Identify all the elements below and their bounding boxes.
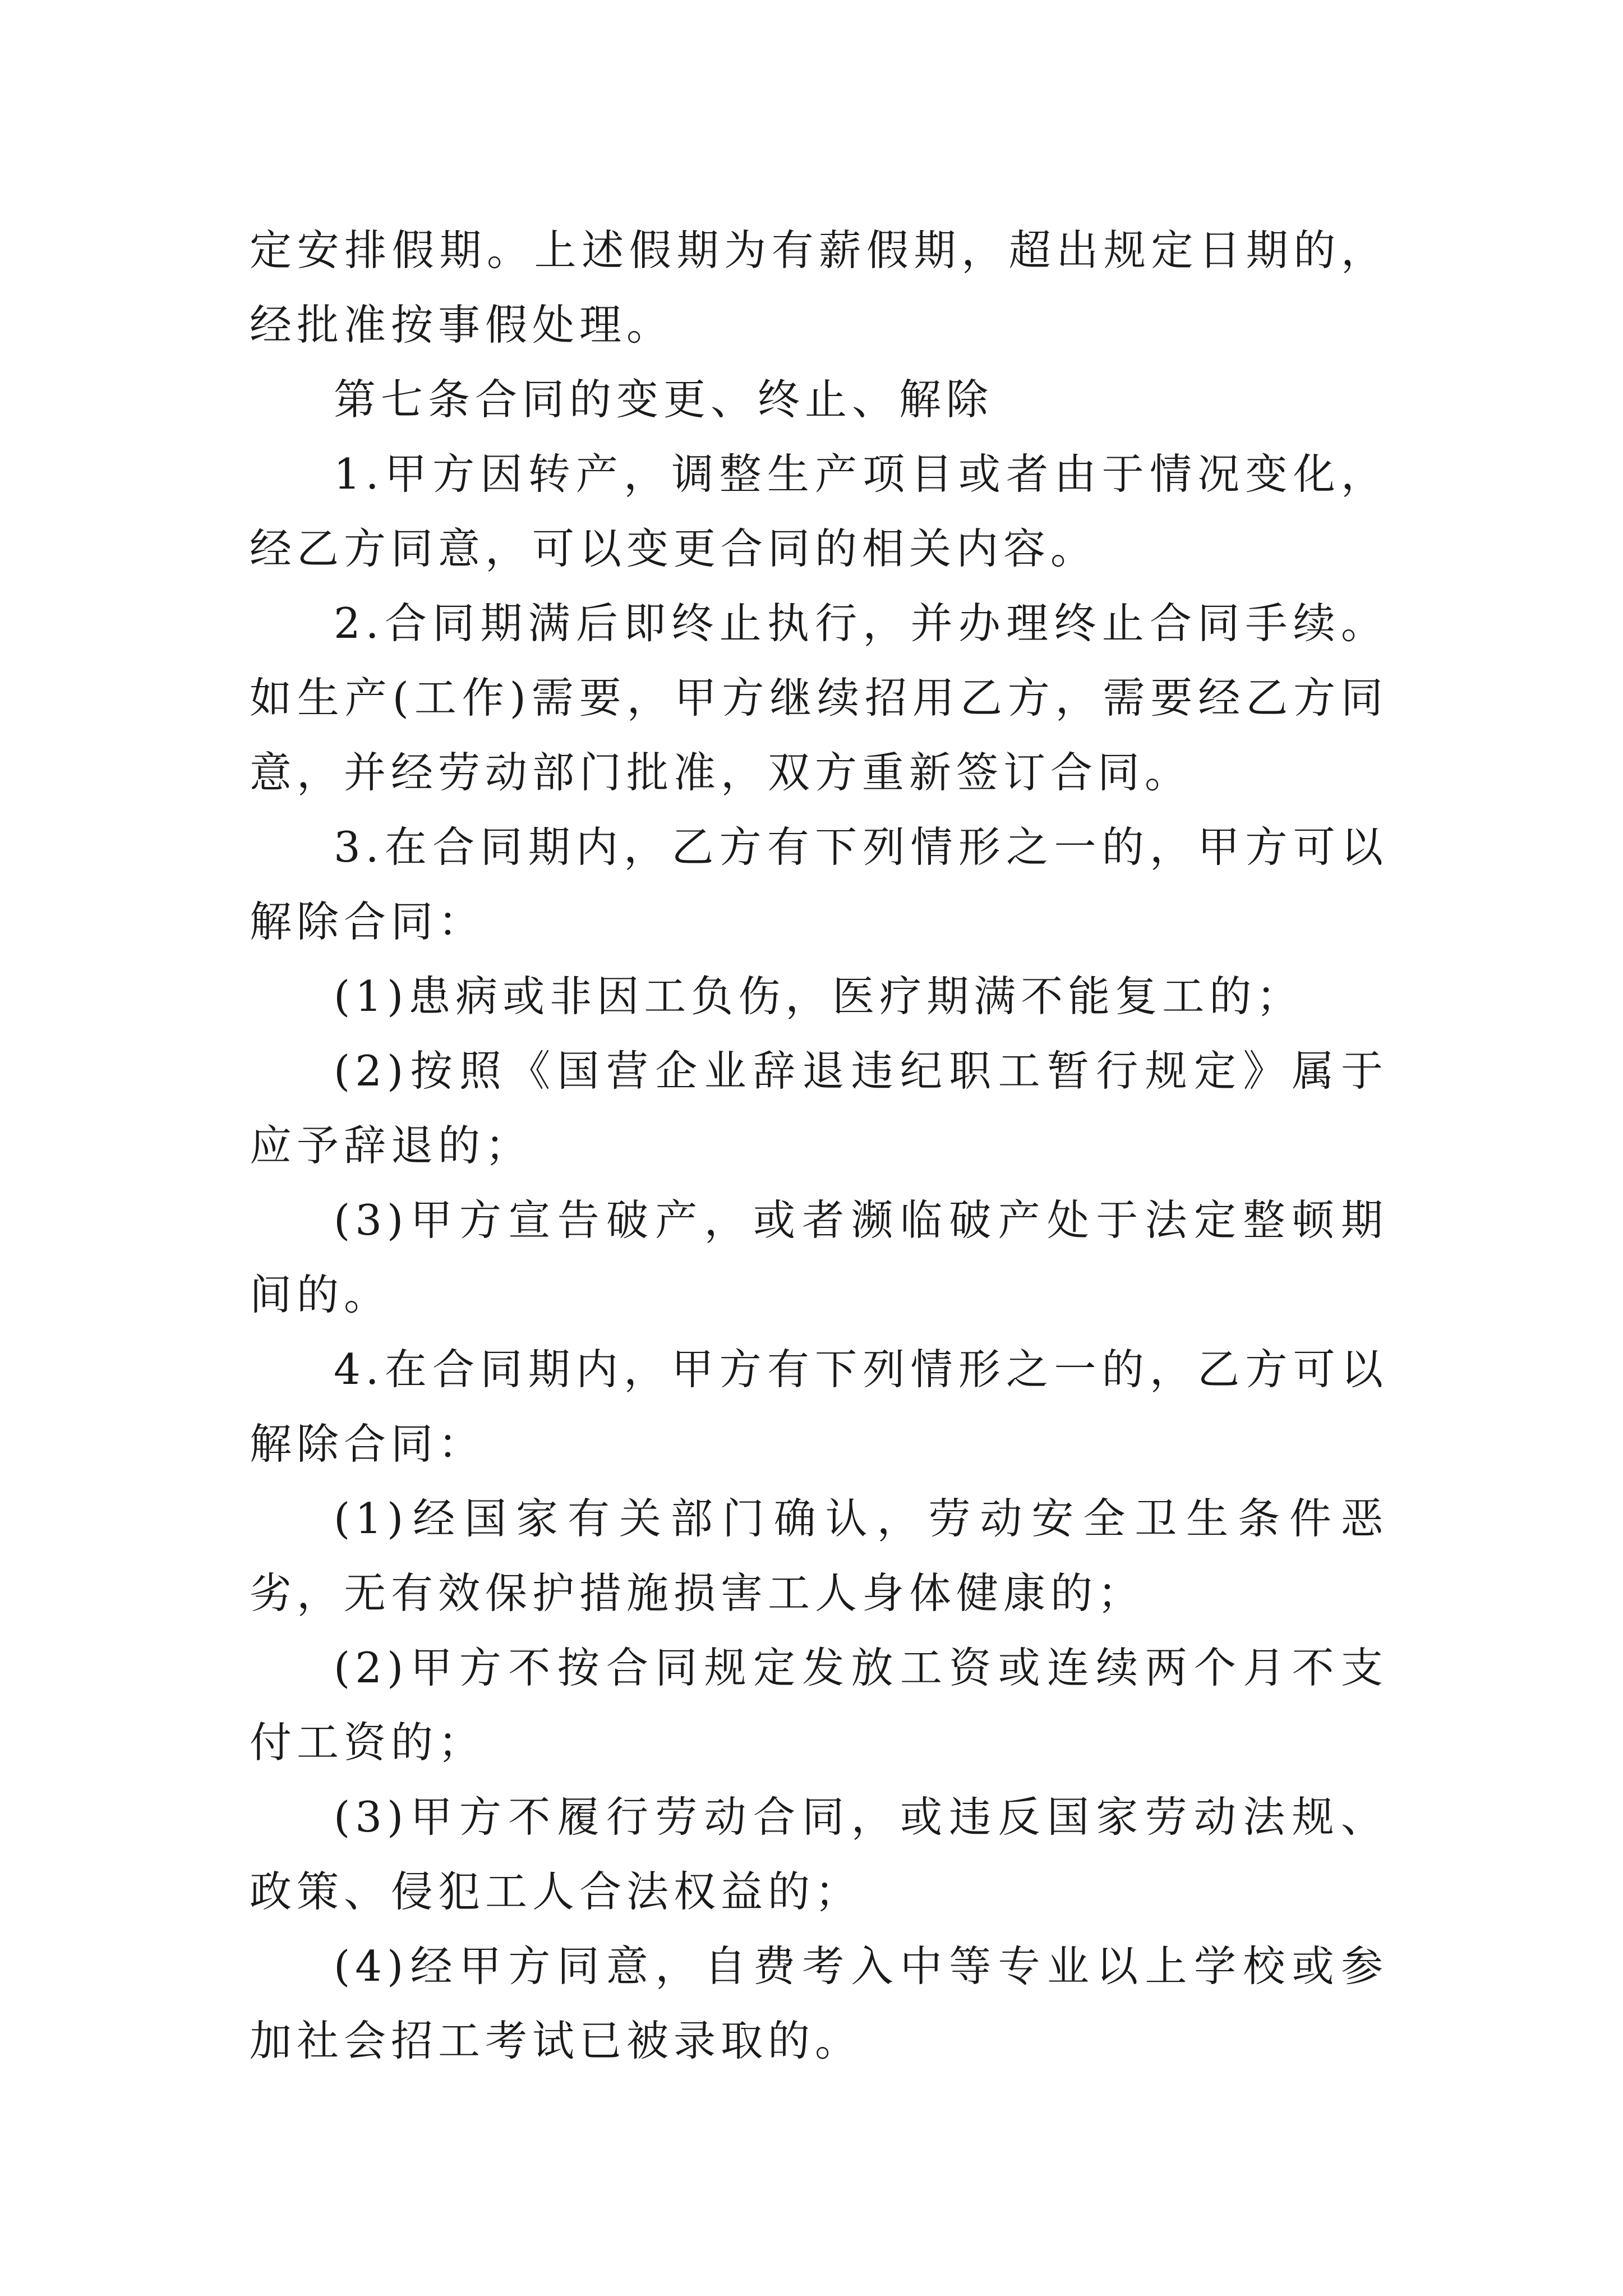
clause-4-item-4: (4)经甲方同意，自费考入中等专业以上学校或参加社会招工考试已被录取的。 [250, 1941, 1388, 2065]
clause-2: 2.合同期满后即终止执行，并办理终止合同手续。如生产(工作)需要，甲方继续招用乙方，需要经乙方同意，并经劳动部门批准，双方重新签订合同。 [250, 599, 1388, 797]
clause-4-item-3: (3)甲方不履行劳动合同，或违反国家劳动法规、政策、侵犯工人合法权益的； [250, 1792, 1388, 1916]
paragraph-leave-continuation: 定安排假期。上述假期为有薪假期，超出规定日期的，经批准按事假处理。 [250, 226, 1388, 349]
clause-1: 1.甲方因转产，调整生产项目或者由于情况变化，经乙方同意，可以变更合同的相关内容。 [250, 449, 1388, 573]
clause-3-item-1: (1)患病或非因工负伤，医疗期满不能复工的； [334, 972, 1304, 1021]
clause-3: 3.在合同期内，乙方有下列情形之一的，甲方可以解除合同： [250, 822, 1388, 946]
clause-3-item-3: (3)甲方宣告破产，或者濒临破产处于法定整顿期间的。 [250, 1195, 1388, 1319]
clause-4-item-2: (2)甲方不按合同规定发放工资或连续两个月不支付工资的； [250, 1643, 1388, 1767]
clause-3-item-2: (2)按照《国营企业辞退违纪职工暂行规定》属于应予辞退的； [250, 1046, 1388, 1170]
article-seven-heading: 第七条合同的变更、终止、解除 [334, 375, 994, 424]
clause-4: 4.在合同期内，甲方有下列情形之一的，乙方可以解除合同： [250, 1345, 1388, 1469]
document-body [250, 213, 1388, 2078]
clause-4-item-1: (1)经国家有关部门确认，劳动安全卫生条件恶劣，无有效保护措施损害工人身体健康的； [250, 1494, 1388, 1618]
